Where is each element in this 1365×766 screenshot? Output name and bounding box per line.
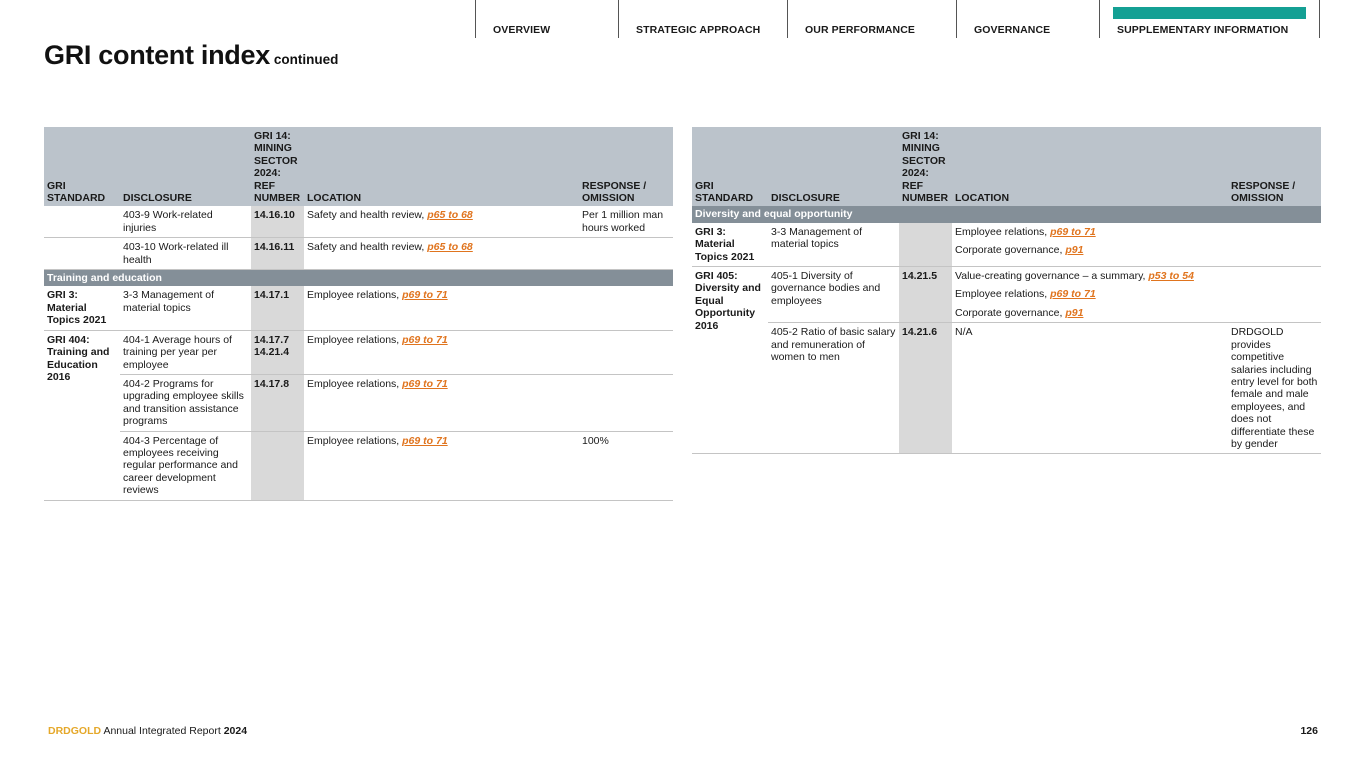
ref-cell — [899, 223, 952, 267]
nav-strategic-approach[interactable]: STRATEGIC APPROACH — [618, 0, 787, 38]
location-cell: N/A — [952, 323, 1228, 454]
nav-supplementary-information[interactable] — [1099, 0, 1320, 38]
page-link[interactable]: p53 to 54 — [1148, 270, 1194, 283]
location-cell — [304, 206, 579, 237]
standard-cell: GRI 405: Diversity and Equal Opportunity 2016 — [692, 267, 768, 454]
header-location: LOCATION — [952, 127, 1228, 206]
footer-year: 2024 — [223, 725, 248, 737]
disclosure-cell: 404-3 Percentage of employees receiving regular performance and career development reviews — [120, 431, 251, 500]
location-text: Employee relations, — [307, 434, 400, 447]
section-row-diversity — [692, 206, 1321, 222]
disclosure-cell: 403-10 Work-related ill health — [120, 238, 251, 270]
page-link[interactable]: p69 to 71 — [1050, 225, 1096, 238]
response-cell — [1228, 223, 1321, 267]
nav-governance[interactable]: GOVERNANCE — [956, 0, 1099, 38]
table-row — [44, 286, 673, 330]
page-link[interactable]: p65 to 68 — [427, 209, 473, 222]
table-row — [692, 323, 1321, 454]
standard-cell — [44, 238, 120, 270]
location-line — [955, 270, 1225, 288]
table-header-row — [692, 127, 1321, 206]
footer-brand: DRDGOLD — [48, 725, 102, 737]
location-cell — [304, 374, 579, 431]
disclosure-cell: 405-1 Diversity of governance bodies and employees — [768, 267, 899, 323]
active-section-indicator — [1113, 7, 1306, 19]
standard-cell: GRI 3: Material Topics 2021 — [44, 286, 120, 330]
footer-report-name: Annual Integrated Report — [103, 725, 221, 737]
table-row — [44, 238, 673, 270]
page-title-suffix: continued — [273, 52, 339, 67]
page-link[interactable]: p91 — [1065, 244, 1084, 257]
location-cell — [304, 330, 579, 374]
header-location: LOCATION — [304, 127, 579, 206]
response-cell — [579, 330, 673, 374]
disclosure-cell: 404-1 Average hours of training per year per employee — [120, 330, 251, 374]
location-line — [955, 244, 1225, 256]
page-link[interactable]: p91 — [1065, 306, 1084, 319]
page-link[interactable]: p69 to 71 — [402, 434, 448, 447]
ref-value: 14.17.7 — [254, 333, 290, 346]
section-row-training-education — [44, 270, 673, 287]
table-row — [44, 374, 673, 431]
ref-cell: 14.17.1 — [251, 286, 304, 330]
page-link[interactable]: p69 to 71 — [402, 333, 448, 346]
top-nav — [475, 0, 1320, 38]
ref-cell: 14.16.10 — [251, 206, 304, 237]
table-row — [44, 431, 673, 500]
nav-overview[interactable]: OVERVIEW — [475, 0, 618, 38]
header-gri-standard: GRI STANDARD — [44, 127, 120, 206]
header-disclosure: DISCLOSURE — [120, 127, 251, 206]
response-cell: 100% — [579, 431, 673, 500]
nav-supplementary-label: SUPPLEMENTARY INFORMATION — [1117, 24, 1289, 36]
gri-table-left — [44, 127, 673, 501]
page-link[interactable]: p65 to 68 — [427, 241, 473, 254]
location-text: Safety and health review, — [307, 241, 425, 254]
header-response: RESPONSE / OMISSION — [1228, 127, 1321, 206]
page-link[interactable]: p69 to 71 — [1050, 288, 1096, 301]
disclosure-cell: 405-2 Ratio of basic salary and remuneration of women to men — [768, 323, 899, 454]
location-text: Employee relations, — [307, 333, 400, 346]
header-gri-standard: GRI STANDARD — [692, 127, 768, 206]
standard-cell: GRI 3: Material Topics 2021 — [692, 223, 768, 267]
location-cell — [304, 238, 579, 270]
location-cell — [304, 286, 579, 330]
header-ref-number: GRI 14: MINING SECTOR 2024: REF NUMBER — [899, 127, 952, 206]
response-cell: DRDGOLD provides competitive salaries including entry level for both female and male employees, and does not differentiate these by gender — [1228, 323, 1321, 454]
disclosure-cell: 404-2 Programs for upgrading employee skills and transition assistance programs — [120, 374, 251, 431]
table-row — [44, 206, 673, 237]
page-title — [44, 40, 338, 71]
location-text: Safety and health review, — [307, 209, 425, 222]
location-cell — [304, 431, 579, 500]
page-link[interactable]: p69 to 71 — [402, 289, 448, 302]
footer — [48, 725, 247, 737]
ref-value: 14.21.4 — [254, 346, 290, 359]
location-text: Corporate governance, — [955, 306, 1063, 319]
header-disclosure: DISCLOSURE — [768, 127, 899, 206]
standard-cell: GRI 404: Training and Education 2016 — [44, 330, 120, 500]
table-row — [692, 267, 1321, 323]
disclosure-cell: 403-9 Work-related injuries — [120, 206, 251, 237]
standard-cell — [44, 206, 120, 237]
section-title: Training and education — [44, 270, 673, 287]
ref-cell — [251, 330, 304, 374]
response-cell: Per 1 million man hours worked — [579, 206, 673, 237]
location-text: Corporate governance, — [955, 244, 1063, 257]
location-cell — [952, 267, 1228, 323]
header-ref-number: GRI 14: MINING SECTOR 2024: REF NUMBER — [251, 127, 304, 206]
location-line — [955, 307, 1225, 319]
response-cell — [579, 238, 673, 270]
location-text: Employee relations, — [955, 225, 1048, 238]
table-header-row — [44, 127, 673, 206]
gri-table-right — [692, 127, 1321, 454]
page-title-text: GRI content index — [44, 40, 270, 70]
table-row — [692, 223, 1321, 267]
ref-cell: 14.16.11 — [251, 238, 304, 270]
location-text: Employee relations, — [307, 377, 400, 390]
response-cell — [579, 286, 673, 330]
page-link[interactable]: p69 to 71 — [402, 377, 448, 390]
table-row — [44, 330, 673, 374]
response-cell — [1228, 267, 1321, 323]
location-line — [955, 226, 1225, 244]
location-line — [955, 288, 1225, 306]
location-text: Employee relations, — [955, 288, 1048, 301]
section-title: Diversity and equal opportunity — [692, 206, 1321, 222]
location-text: Value-creating governance – a summary, — [955, 270, 1146, 283]
disclosure-cell: 3-3 Management of material topics — [768, 223, 899, 267]
ref-cell: 14.21.5 — [899, 267, 952, 323]
response-cell — [579, 374, 673, 431]
ref-cell — [251, 431, 304, 500]
location-text: Employee relations, — [307, 289, 400, 302]
ref-cell: 14.17.8 — [251, 374, 304, 431]
nav-our-performance[interactable]: OUR PERFORMANCE — [787, 0, 956, 38]
page-number: 126 — [1300, 725, 1318, 737]
header-response: RESPONSE / OMISSION — [579, 127, 673, 206]
ref-cell: 14.21.6 — [899, 323, 952, 454]
disclosure-cell: 3-3 Management of material topics — [120, 286, 251, 330]
location-cell — [952, 223, 1228, 267]
